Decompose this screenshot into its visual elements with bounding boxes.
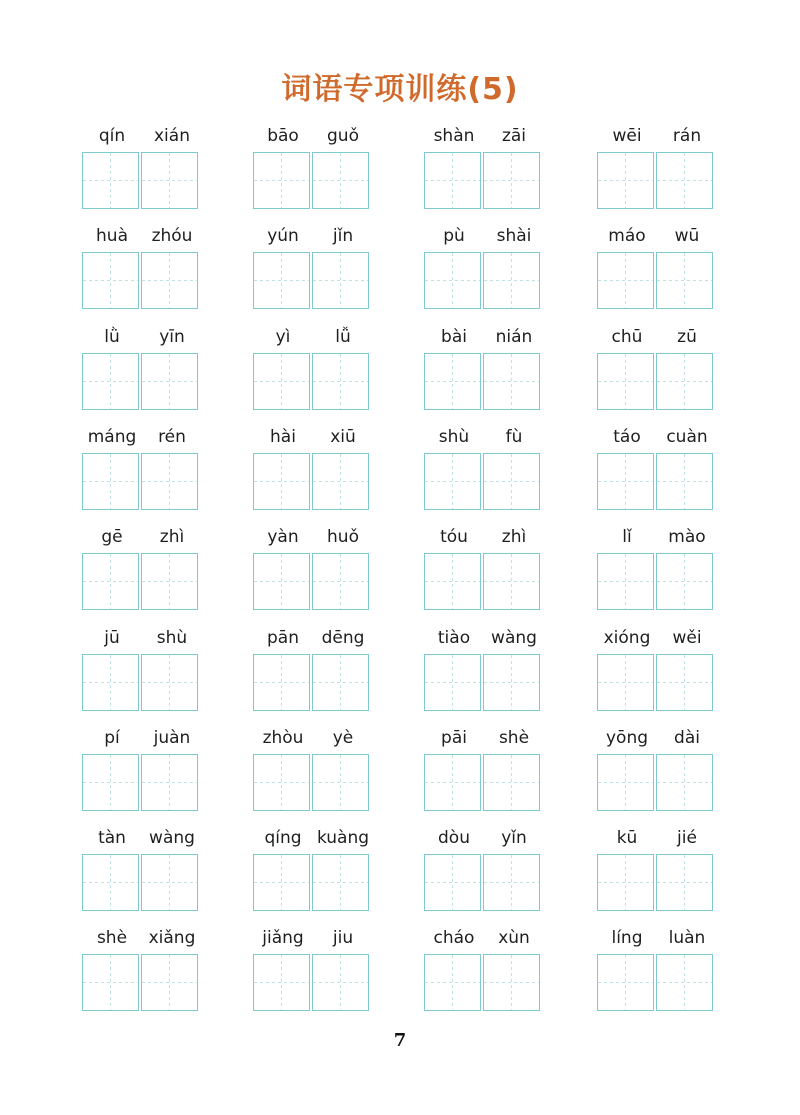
- pinyin-label: cuàn: [666, 427, 708, 447]
- word-cell: [424, 626, 544, 716]
- pinyin-label: chū: [611, 327, 643, 347]
- pinyin-label: fù: [505, 427, 523, 447]
- writing-box[interactable]: [597, 754, 654, 811]
- pinyin-label: nián: [495, 327, 533, 347]
- pinyin-label: lǚ: [335, 327, 351, 347]
- pinyin-label: zū: [677, 327, 697, 347]
- word-cell: [253, 626, 373, 716]
- pinyin-label: xióng: [603, 628, 651, 648]
- pinyin-row: [424, 726, 544, 750]
- word-cell: [82, 124, 202, 214]
- writing-box[interactable]: [656, 654, 713, 711]
- writing-box[interactable]: [253, 854, 310, 911]
- writing-boxes: [253, 854, 371, 912]
- pinyin-label: zhòu: [262, 728, 304, 748]
- pinyin-label: shàn: [433, 126, 475, 146]
- pinyin-row: [253, 826, 373, 850]
- pinyin-label: yún: [267, 226, 299, 246]
- writing-box[interactable]: [82, 353, 139, 410]
- writing-box[interactable]: [424, 954, 481, 1011]
- writing-box[interactable]: [82, 252, 139, 309]
- pinyin-label: pí: [104, 728, 120, 748]
- pinyin-label: luàn: [668, 928, 706, 948]
- writing-box[interactable]: [424, 553, 481, 610]
- pinyin-row: [424, 425, 544, 449]
- writing-box[interactable]: [82, 854, 139, 911]
- pinyin-label: shè: [498, 728, 530, 748]
- word-cell: [424, 525, 544, 615]
- writing-box[interactable]: [597, 152, 654, 209]
- word-cell: [424, 124, 544, 214]
- pinyin-row: [253, 726, 373, 750]
- writing-boxes: [424, 453, 542, 511]
- writing-box[interactable]: [312, 453, 369, 510]
- writing-box[interactable]: [597, 553, 654, 610]
- word-cell: [597, 425, 717, 515]
- pinyin-label: yè: [332, 728, 354, 748]
- pinyin-label: wēi: [612, 126, 642, 146]
- word-cell: [597, 826, 717, 916]
- pinyin-label: hài: [270, 427, 296, 447]
- writing-box[interactable]: [656, 152, 713, 209]
- writing-box[interactable]: [424, 854, 481, 911]
- pinyin-label: táo: [613, 427, 641, 447]
- writing-box[interactable]: [312, 954, 369, 1011]
- pinyin-label: rán: [672, 126, 702, 146]
- writing-boxes: [597, 353, 715, 411]
- pinyin-row: [82, 826, 202, 850]
- pinyin-row: [424, 325, 544, 349]
- writing-box[interactable]: [141, 854, 198, 911]
- pinyin-row: [253, 425, 373, 449]
- writing-box[interactable]: [141, 654, 198, 711]
- word-cell: [82, 926, 202, 1016]
- writing-boxes: [82, 854, 200, 912]
- writing-boxes: [253, 954, 371, 1012]
- writing-boxes: [82, 152, 200, 210]
- pinyin-row: [82, 626, 202, 650]
- writing-boxes: [82, 553, 200, 611]
- pinyin-label: rén: [158, 427, 186, 447]
- pinyin-label: jū: [104, 628, 120, 648]
- pinyin-label: qíng: [264, 828, 302, 848]
- writing-boxes: [424, 152, 542, 210]
- writing-box[interactable]: [82, 553, 139, 610]
- writing-box[interactable]: [312, 152, 369, 209]
- writing-box[interactable]: [141, 754, 198, 811]
- writing-boxes: [82, 754, 200, 812]
- pinyin-label: jiǎng: [262, 928, 304, 948]
- writing-box[interactable]: [253, 954, 310, 1011]
- pinyin-label: shù: [156, 628, 188, 648]
- pinyin-row: [597, 525, 717, 549]
- writing-box[interactable]: [424, 353, 481, 410]
- writing-box[interactable]: [424, 252, 481, 309]
- pinyin-label: máo: [608, 226, 646, 246]
- writing-box[interactable]: [141, 954, 198, 1011]
- word-cell: [597, 124, 717, 214]
- writing-box[interactable]: [312, 553, 369, 610]
- writing-box[interactable]: [253, 553, 310, 610]
- writing-box[interactable]: [424, 453, 481, 510]
- pinyin-label: wū: [674, 226, 700, 246]
- writing-boxes: [253, 553, 371, 611]
- writing-box[interactable]: [483, 754, 540, 811]
- word-cell: [253, 124, 373, 214]
- writing-boxes: [82, 252, 200, 310]
- pinyin-row: [597, 726, 717, 750]
- writing-boxes: [424, 954, 542, 1012]
- writing-box[interactable]: [656, 854, 713, 911]
- word-cell: [253, 425, 373, 515]
- page-title: 词语专项训练(5): [281, 72, 519, 107]
- pinyin-label: kū: [616, 828, 638, 848]
- writing-box[interactable]: [597, 353, 654, 410]
- pinyin-row: [597, 425, 717, 449]
- writing-boxes: [253, 252, 371, 310]
- word-cell: [597, 224, 717, 314]
- writing-box[interactable]: [253, 754, 310, 811]
- pinyin-row: [253, 926, 373, 950]
- pinyin-label: zhóu: [151, 226, 193, 246]
- pinyin-row: [82, 325, 202, 349]
- pinyin-label: yōng: [605, 728, 649, 748]
- pinyin-row: [82, 525, 202, 549]
- pinyin-label: jiu: [332, 928, 354, 948]
- pinyin-row: [424, 224, 544, 248]
- writing-box[interactable]: [656, 954, 713, 1011]
- writing-box[interactable]: [483, 353, 540, 410]
- pinyin-label: tóu: [440, 527, 468, 547]
- writing-box[interactable]: [141, 353, 198, 410]
- pinyin-label: jǐn: [332, 226, 354, 246]
- writing-boxes: [253, 353, 371, 411]
- writing-box[interactable]: [253, 353, 310, 410]
- writing-box[interactable]: [483, 252, 540, 309]
- word-cell: [253, 325, 373, 415]
- pinyin-label: zhì: [159, 527, 185, 547]
- word-cell: [253, 224, 373, 314]
- writing-boxes: [597, 152, 715, 210]
- pinyin-row: [597, 224, 717, 248]
- pinyin-label: xiǎng: [148, 928, 196, 948]
- writing-boxes: [597, 854, 715, 912]
- word-cell: [82, 325, 202, 415]
- writing-box[interactable]: [312, 754, 369, 811]
- writing-boxes: [597, 252, 715, 310]
- writing-box[interactable]: [597, 954, 654, 1011]
- pinyin-label: líng: [611, 928, 643, 948]
- pinyin-row: [82, 124, 202, 148]
- word-cell: [424, 726, 544, 816]
- writing-boxes: [253, 754, 371, 812]
- writing-box[interactable]: [82, 754, 139, 811]
- pinyin-label: dēng: [321, 628, 365, 648]
- writing-box[interactable]: [82, 453, 139, 510]
- pinyin-label: shài: [496, 226, 532, 246]
- writing-boxes: [82, 954, 200, 1012]
- writing-box[interactable]: [483, 553, 540, 610]
- writing-box[interactable]: [656, 252, 713, 309]
- pinyin-row: [82, 726, 202, 750]
- pinyin-label: kuàng: [316, 828, 370, 848]
- word-cell: [253, 525, 373, 615]
- pinyin-label: pāi: [441, 728, 467, 748]
- pinyin-label: yàn: [267, 527, 299, 547]
- writing-boxes: [424, 353, 542, 411]
- pinyin-label: jié: [677, 828, 697, 848]
- pinyin-row: [253, 626, 373, 650]
- writing-boxes: [597, 453, 715, 511]
- writing-box[interactable]: [253, 252, 310, 309]
- pinyin-label: xiū: [330, 427, 356, 447]
- writing-box[interactable]: [483, 152, 540, 209]
- writing-box[interactable]: [312, 654, 369, 711]
- writing-box[interactable]: [82, 152, 139, 209]
- pinyin-label: wàng: [149, 828, 195, 848]
- writing-box[interactable]: [656, 754, 713, 811]
- pinyin-row: [82, 224, 202, 248]
- pinyin-label: shè: [96, 928, 128, 948]
- pinyin-row: [424, 525, 544, 549]
- word-cell: [424, 425, 544, 515]
- pinyin-label: juàn: [153, 728, 191, 748]
- page-number: 7: [393, 1030, 407, 1051]
- writing-box[interactable]: [253, 654, 310, 711]
- word-cell: [597, 926, 717, 1016]
- pinyin-label: huǒ: [327, 527, 359, 547]
- pinyin-label: zhì: [501, 527, 527, 547]
- pinyin-label: gē: [101, 527, 123, 547]
- pinyin-row: [597, 926, 717, 950]
- pinyin-row: [597, 826, 717, 850]
- writing-boxes: [253, 453, 371, 511]
- word-cell: [82, 626, 202, 716]
- pinyin-row: [597, 325, 717, 349]
- pinyin-label: xùn: [498, 928, 530, 948]
- pinyin-label: huà: [96, 226, 128, 246]
- writing-boxes: [424, 553, 542, 611]
- writing-boxes: [424, 854, 542, 912]
- writing-box[interactable]: [656, 553, 713, 610]
- pinyin-label: dòu: [438, 828, 470, 848]
- writing-box[interactable]: [424, 152, 481, 209]
- pinyin-label: guǒ: [327, 126, 359, 146]
- writing-boxes: [424, 654, 542, 712]
- word-cell: [253, 826, 373, 916]
- writing-box[interactable]: [597, 252, 654, 309]
- pinyin-row: [253, 525, 373, 549]
- writing-boxes: [597, 654, 715, 712]
- pinyin-label: cháo: [433, 928, 475, 948]
- writing-box[interactable]: [597, 854, 654, 911]
- writing-box[interactable]: [656, 453, 713, 510]
- writing-boxes: [82, 654, 200, 712]
- writing-box[interactable]: [483, 854, 540, 911]
- word-cell: [597, 525, 717, 615]
- word-cell: [424, 826, 544, 916]
- pinyin-row: [424, 626, 544, 650]
- pinyin-label: yì: [275, 327, 291, 347]
- word-cell: [253, 726, 373, 816]
- writing-box[interactable]: [656, 353, 713, 410]
- pinyin-row: [597, 626, 717, 650]
- pinyin-label: pù: [443, 226, 465, 246]
- writing-box[interactable]: [82, 954, 139, 1011]
- writing-boxes: [253, 152, 371, 210]
- writing-boxes: [597, 553, 715, 611]
- word-cell: [424, 325, 544, 415]
- pinyin-label: wěi: [672, 628, 702, 648]
- writing-boxes: [253, 654, 371, 712]
- writing-boxes: [82, 353, 200, 411]
- writing-box[interactable]: [82, 654, 139, 711]
- pinyin-label: dài: [674, 728, 700, 748]
- pinyin-label: wàng: [491, 628, 537, 648]
- writing-box[interactable]: [253, 453, 310, 510]
- pinyin-label: yīn: [159, 327, 185, 347]
- word-cell: [597, 626, 717, 716]
- pinyin-row: [424, 124, 544, 148]
- writing-box[interactable]: [141, 553, 198, 610]
- writing-box[interactable]: [141, 252, 198, 309]
- word-cell: [82, 425, 202, 515]
- pinyin-label: pān: [267, 628, 299, 648]
- pinyin-row: [82, 926, 202, 950]
- writing-boxes: [424, 252, 542, 310]
- pinyin-row: [253, 224, 373, 248]
- pinyin-row: [597, 124, 717, 148]
- writing-boxes: [597, 954, 715, 1012]
- pinyin-row: [424, 826, 544, 850]
- writing-box[interactable]: [424, 754, 481, 811]
- pinyin-label: bài: [441, 327, 467, 347]
- word-cell: [82, 525, 202, 615]
- writing-boxes: [82, 453, 200, 511]
- word-cell: [597, 726, 717, 816]
- pinyin-label: lǐ: [622, 527, 632, 547]
- writing-boxes: [424, 754, 542, 812]
- pinyin-label: bāo: [267, 126, 299, 146]
- pinyin-label: yǐn: [501, 828, 527, 848]
- word-cell: [82, 224, 202, 314]
- writing-box[interactable]: [312, 252, 369, 309]
- pinyin-label: lǜ: [104, 327, 120, 347]
- word-cell: [597, 325, 717, 415]
- word-cell: [82, 826, 202, 916]
- pinyin-label: tiào: [437, 628, 471, 648]
- word-cell: [424, 926, 544, 1016]
- pinyin-row: [424, 926, 544, 950]
- writing-box[interactable]: [141, 453, 198, 510]
- word-cell: [424, 224, 544, 314]
- writing-box[interactable]: [597, 453, 654, 510]
- writing-box[interactable]: [483, 453, 540, 510]
- word-cell: [253, 926, 373, 1016]
- writing-box[interactable]: [312, 353, 369, 410]
- writing-box[interactable]: [483, 954, 540, 1011]
- writing-box[interactable]: [312, 854, 369, 911]
- pinyin-label: xián: [154, 126, 190, 146]
- pinyin-row: [253, 124, 373, 148]
- writing-box[interactable]: [424, 654, 481, 711]
- pinyin-label: qín: [98, 126, 126, 146]
- pinyin-row: [253, 325, 373, 349]
- writing-box[interactable]: [141, 152, 198, 209]
- pinyin-label: shù: [438, 427, 470, 447]
- writing-box[interactable]: [253, 152, 310, 209]
- pinyin-label: zāi: [501, 126, 527, 146]
- pinyin-row: [82, 425, 202, 449]
- writing-box[interactable]: [597, 654, 654, 711]
- pinyin-label: máng: [87, 427, 137, 447]
- writing-boxes: [597, 754, 715, 812]
- pinyin-label: tàn: [98, 828, 126, 848]
- word-cell: [82, 726, 202, 816]
- pinyin-label: mào: [668, 527, 706, 547]
- writing-box[interactable]: [483, 654, 540, 711]
